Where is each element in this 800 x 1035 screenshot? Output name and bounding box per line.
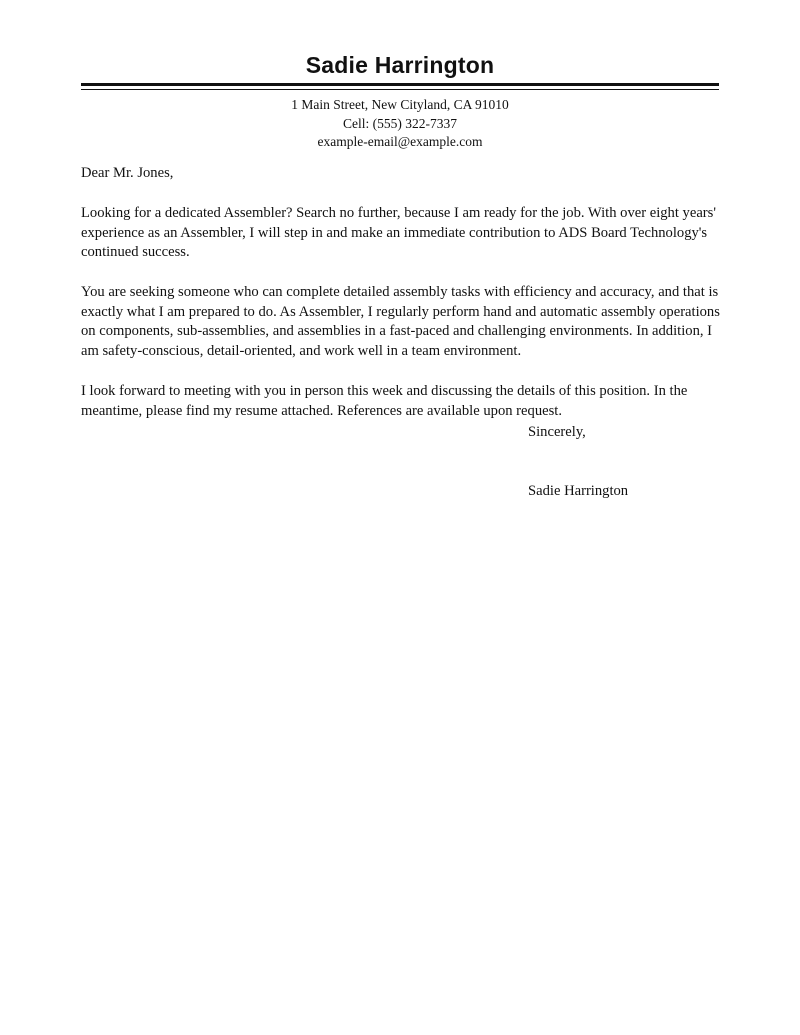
header-divider-thin bbox=[81, 89, 719, 90]
letter-paragraph-2: You are seeking someone who can complete detailed assembly tasks with efficiency and accuracy, and that is exactly what I am prepared to do. As Assembler, I regularly perform hand and automatic assembly operations on components, sub-assemblies, and assemblies in a fast-paced and challenging environments. In addition, I am safety-conscious, detail-oriented, and work well in a team environment. bbox=[81, 284, 720, 359]
contact-block bbox=[0, 96, 800, 152]
contact-email: example-email@example.com bbox=[317, 134, 483, 149]
contact-address: 1 Main Street, New Cityland, CA 91010 bbox=[291, 97, 509, 112]
contact-phone: Cell: (555) 322-7337 bbox=[343, 115, 457, 131]
signature-name: Sadie Harrington bbox=[528, 483, 629, 499]
header-divider-thick bbox=[81, 83, 719, 86]
salutation: Dear Mr. Jones, bbox=[81, 165, 174, 181]
closing: Sincerely, bbox=[528, 424, 586, 440]
letter-paragraph-1: Looking for a dedicated Assembler? Search no further, because I am ready for the job. With over eight years' experience as an Assembler, I will step in and make an immediate contribution to ADS Board Technology's continued success. bbox=[81, 205, 716, 261]
letter-paragraph-3: I look forward to meeting with you in person this week and discussing the details of this position. In the meantime, please find my resume attached. References are available upon request. bbox=[81, 383, 688, 419]
applicant-name-heading: Sadie Harrington bbox=[305, 52, 495, 78]
